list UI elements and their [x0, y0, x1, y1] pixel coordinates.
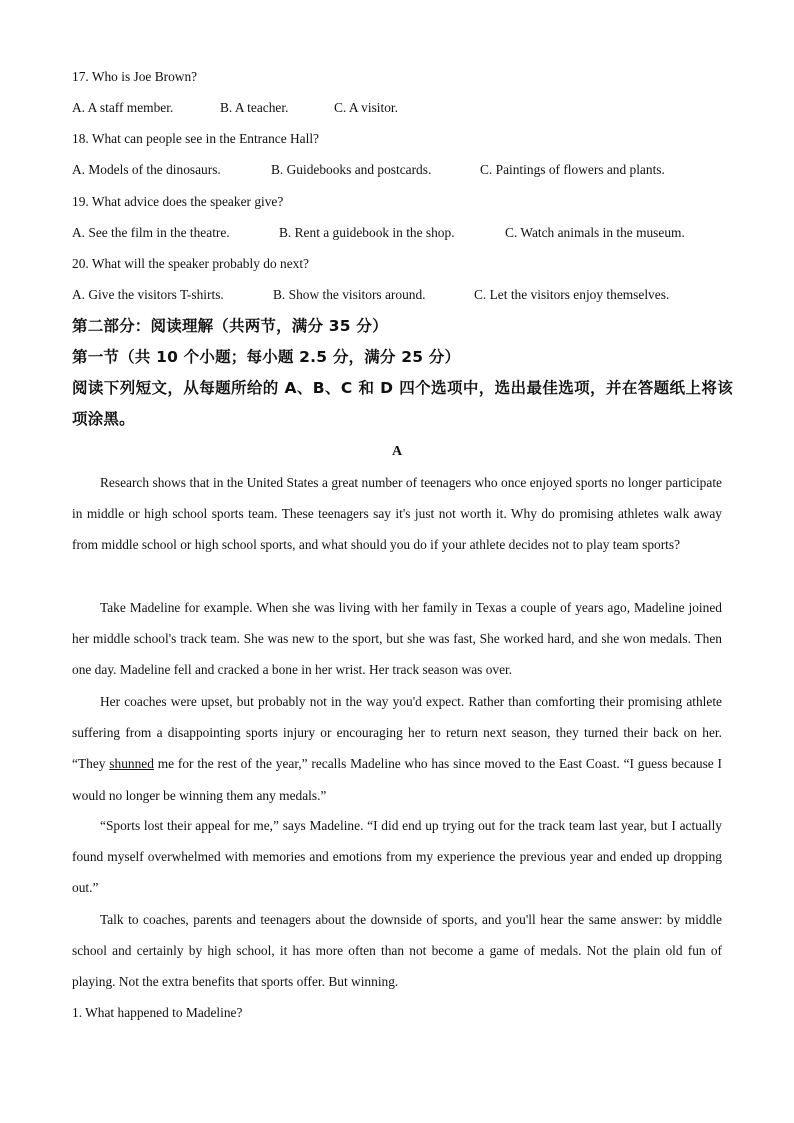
instruction-line-1: 阅读下列短文，从每题所给的 A、B、C 和 D 四个选项中，选出最佳选项，并在答题纸上将该: [72, 379, 734, 397]
paragraph-2: [72, 592, 722, 686]
q18-option-a: A. Models of the dinosaurs.: [72, 162, 221, 177]
q20-option-c: C. Let the visitors enjoy themselves.: [474, 287, 670, 302]
underlined-word: shunned: [109, 756, 154, 772]
q20-option-a: A. Give the visitors T-shirts.: [72, 287, 224, 302]
q19-option-c: C. Watch animals in the museum.: [505, 225, 685, 240]
passage-label: A: [391, 444, 403, 459]
paragraph-1: [72, 467, 722, 561]
paragraph-3: [72, 686, 722, 811]
question-20: 20. What will the speaker probably do next?: [72, 256, 309, 271]
paragraph-4-text: “Sports lost their appeal for me,” says Madeline. “I did end up trying out for the track team last year, but I actually found myself overwhelmed with memories and emotions from my experience the previous year and ended up dropping out.”: [72, 818, 722, 896]
q17-option-a: A. A staff member.: [72, 100, 174, 115]
section-1-title: 第一节（共 10 个小题；每小题 2.5 分，满分 25 分）: [72, 348, 461, 366]
paragraph-2-text: Take Madeline for example. When she was living with her family in Texas a couple of years ago, Madeline joined her middle school's track team. She was new to the sport, but she was fast, She worked hard, and she won medals. Then one day. Madeline fell and cracked a bone in her wrist. Her track season was over.: [72, 600, 722, 678]
paragraph-5-text: Talk to coaches, parents and teenagers about the downside of sports, and you'll hear the same answer: by middle school and certainly by high school, it has more often than not become a game of medals. Not the plain old fun of playing. Not the extra benefits that sports offer. But winning.: [72, 912, 722, 990]
q17-option-c: C. A visitor.: [334, 100, 398, 115]
question-18: 18. What can people see in the Entrance Hall?: [72, 131, 320, 146]
q20-option-b: B. Show the visitors around.: [273, 287, 426, 302]
question-17: 17. Who is Joe Brown?: [72, 69, 198, 84]
question-19: 19. What advice does the speaker give?: [72, 194, 284, 209]
q19-option-a: A. See the film in the theatre.: [72, 225, 230, 240]
paragraph-4: [72, 810, 722, 904]
q18-option-c: C. Paintings of flowers and plants.: [480, 162, 665, 177]
question-1: 1. What happened to Madeline?: [72, 1005, 243, 1020]
q17-option-b: B. A teacher.: [220, 100, 289, 115]
paragraph-3-text-before: Her coaches were upset, but probably not in the way you'd expect. Rather than comforting their promising athlete suffering from a disappointing sports injury or encouraging her to return next season, they turned their back on her. “They: [72, 694, 722, 772]
q19-option-b: B. Rent a guidebook in the shop.: [279, 225, 455, 240]
paragraph-3-text-after: me for the rest of the year,” recalls Madeline who has since moved to the East Coast. “I guess because I would no longer be winning them any medals.”: [72, 756, 723, 803]
paragraph-5: [72, 904, 722, 998]
q18-option-b: B. Guidebooks and postcards.: [271, 162, 432, 177]
paragraph-1-text: Research shows that in the United States a great number of teenagers who once enjoyed sports no longer participate in middle or high school sports team. These teenagers say it's just not worth it. Why do promising athletes walk away from middle school or high school sports, and what should you do if your athlete decides not to play team sports?: [72, 475, 722, 553]
part-2-title: 第二部分：阅读理解（共两节，满分 35 分）: [72, 317, 388, 335]
instruction-line-2: 项涂黑。: [72, 410, 135, 428]
